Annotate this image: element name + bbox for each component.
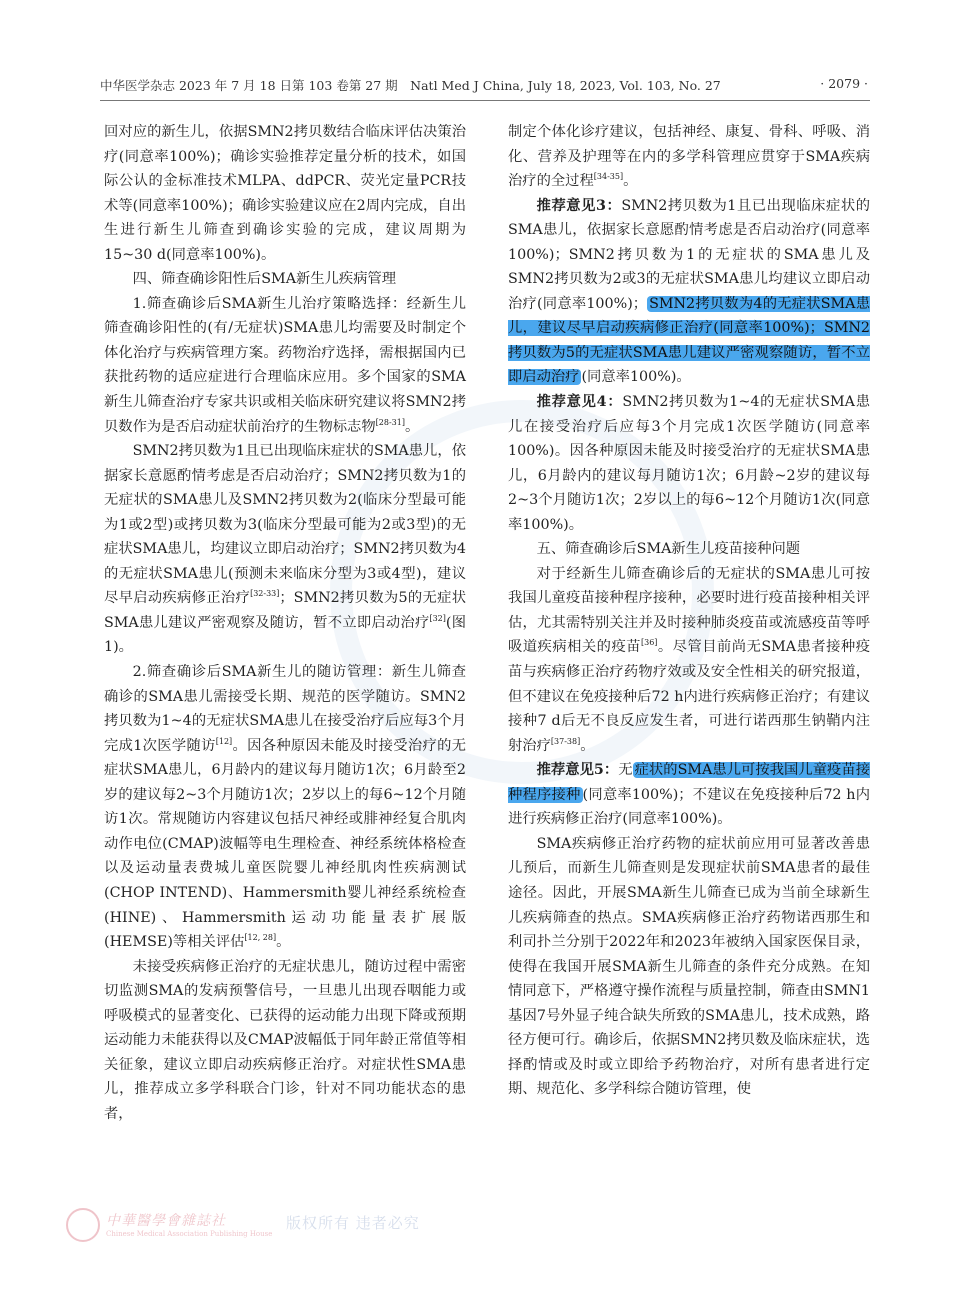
recommendation-label: 推荐意见5： bbox=[536, 762, 619, 779]
right-column bbox=[508, 120, 870, 1102]
citation: [12] bbox=[215, 736, 233, 746]
recommendation-4: 推荐意见4：SMN2拷贝数为1~4的无症状SMA患儿在接受治疗后应每3个月完成1次医学随访(同意率100%)。因各种原因未能及时接受治疗的无症状SMA患儿，6月龄内的建议每月随访1次；6月龄~2岁的建议每2~3个月随访1次；2岁以上的每6~12个月随访1次(同意率100%)。 bbox=[508, 394, 871, 533]
page-number: · 2079 · bbox=[820, 76, 868, 91]
running-header bbox=[100, 76, 870, 100]
citation: [37-38] bbox=[550, 736, 581, 746]
paragraph: 未接受疾病修正治疗的无症状患儿，随访过程中需密切监测SMA的发病预警信号，一旦患儿出现吞咽能力或呼吸模式的显著变化、已获得的运动能力出现下降或预期运动能力未能获得以及CMAP波幅低于同年龄正常值等相关征象，建议立即启动疾病修正治疗。对症状性SMA患儿，推荐成立多学科联合门诊，针对不同功能状态的患者， bbox=[104, 958, 466, 1122]
left-column bbox=[104, 120, 466, 1126]
recommendation-3: 推荐意见3：SMN2拷贝数为1且已出现临床症状的SMA患儿，依据家长意愿酌情考虑是否启动治疗(同意率100%)；SMN2拷贝数为1的无症状的SMA患儿及SMN2拷贝数为2或3的无症状SMA患儿均建议立即启动治疗(同意率100%)； SMN2拷贝数为4的无症状SMA患儿，建议尽早启动疾病修正治疗(同意率100%)；SMN2拷贝数为5的无症状SMA患儿建议严密观察随访，暂不立即启动治疗 (同意率100%)。 bbox=[508, 197, 870, 386]
citation: [32-33] bbox=[250, 589, 280, 599]
section-heading: 四、筛查确诊阳性后SMA新生儿疾病管理 bbox=[132, 271, 397, 288]
highlighted-text: 症状的SMA患儿可按我国儿童疫苗接种程序接种 bbox=[508, 762, 871, 803]
paragraph: 2.筛查确诊后SMA新生儿的随访管理：新生儿筛查确诊的SMA患儿需接受长期、规范的医学随访。SMN2拷贝数为1~4的无症状SMA患儿在接受治疗后应每3个月完成1次医学随访[12]。因各种原因未能及时接受治疗的无症状SMA患儿，6月龄内的建议每月随访1次；6月龄至2岁的建议每2~3个月随访1次；2岁以上的每6~12个月随访1次。常规随访内容建议包括尺神经或腓神经复合肌肉动作电位(CMAP)波幅等电生理检查、神经系统体格检查以及运动量表费城儿童医院婴儿神经肌肉性疾病测试(CHOP INTEND)、Hammersmith婴儿神经系统检查(HINE)、Hammersmith运动功能量表扩展版(HEMSE)等相关评估[12, 28]。 bbox=[104, 664, 466, 951]
publisher-watermark bbox=[66, 1206, 446, 1246]
highlighted-text: SMN2拷贝数为4的无症状SMA患儿，建议尽早启动疾病修正治疗(同意率100%)；SMN2拷贝数为5的无症状SMA患儿建议严密观察随访，暂不立即启动治疗 bbox=[508, 295, 870, 386]
paragraph: 回对应的新生儿，依据SMN2拷贝数结合临床评估决策治疗(同意率100%)；确诊实验推荐定量分析的技术，如国际公认的金标准技术MLPA、ddPCR、荧光定量PCR技术等(同意率100%)；确诊实验建议应在2周内完成，自出生进行新生儿筛查到确诊实验的完成，建议周期为15~30 d(同意率100%)。 bbox=[104, 124, 466, 263]
paragraph: SMA疾病修正治疗药物的症状前应用可显著改善患儿预后，而新生儿筛查则是发现症状前SMA患者的最佳途径。因此，开展SMA新生儿筛查已成为当前全球新生儿疾病筛查的热点。SMA疾病修正治疗药物诺西那生和利司扑兰分别于2022年和2023年被纳入国家医保目录，使得在我国开展SMA新生儿筛查的条件充分成熟。在知情同意下，严格遵守操作流程与质量控制，筛查由SMN1基因7号外显子纯合缺失所致的SMA患儿，技术成熟，路径方便可行。确诊后，依据SMN2拷贝数及临床症状，选择酌情或及时或立即给予药物治疗，对所有患者进行定期、规范化、多学科综合随访管理，使 bbox=[508, 835, 870, 1098]
publisher-name: 中華醫學會雜誌社 bbox=[106, 1213, 226, 1229]
section-heading: 五、筛查确诊后SMA新生儿疫苗接种问题 bbox=[536, 541, 801, 558]
header-divider bbox=[100, 100, 870, 101]
recommendation-label: 推荐意见3： bbox=[536, 197, 622, 214]
paragraph: SMN2拷贝数为1且已出现临床症状的SMA患儿，依据家长意愿酌情考虑是否启动治疗；SMN2拷贝数为1的无症状的SMA患儿及SMN2拷贝数为2(临床分型最可能为1或2型)或拷贝数为3(临床分型最可能为2或3型)的无症状SMA患儿，均建议立即启动治疗；SMN2拷贝数为4的无症状SMA患儿(预测未来临床分型为3或4型)，建议尽早启动疾病修正治疗[32-33]；SMN2拷贝数为5的无症状SMA患儿建议严密观察及随访，暂不立即启动治疗[32](图1)。 bbox=[104, 443, 466, 656]
citation: [28-31] bbox=[375, 417, 405, 427]
copyright-tag: 版权所有 违者必究 bbox=[286, 1214, 420, 1232]
recommendation-5: 推荐意见5：无 症状的SMA患儿可按我国儿童疫苗接种程序接种 (同意率100%)；不建议在免疫接种后72 h内进行疾病修正治疗(同意率100%)。 bbox=[508, 762, 871, 828]
publisher-name-en: Chinese Medical Association Publishing House bbox=[106, 1230, 273, 1238]
journal-citation: 中华医学杂志 2023 年 7 月 18 日第 103 卷第 27 期 Natl Med J China, July 18, 2023, Vol. 103, No. 27 bbox=[100, 78, 721, 93]
citation: [12, 28] bbox=[244, 933, 277, 943]
citation: [34-35] bbox=[593, 172, 624, 182]
paragraph: 1.筛查确诊后SMA新生儿治疗策略选择：经新生儿筛查确诊阳性的(有/无症状)SMA患儿均需要及时制定个体化治疗与疾病管理方案。药物治疗选择，需根据国内已获批药物的适应症进行合理临床应用。多个国家的SMA新生儿筛查治疗专家共识或相关临床研究建议将SMN2拷贝数作为是否启动症状前治疗的生物标志物[28-31]。 bbox=[104, 295, 466, 435]
recommendation-label: 推荐意见4： bbox=[536, 394, 623, 411]
paragraph: 对于经新生儿筛查确诊后的无症状的SMA患儿可按我国儿童疫苗接种程序接种，必要时进行疫苗接种相关评估，尤其需特别关注并及时接种肺炎疫苗或流感疫苗等呼吸道疾病相关的疫苗[36]。尽管目前尚无SMA患者接种疫苗与疾病修正治疗药物疗效或及安全性相关的研究报道，但不建议在免疫接种后72 h内进行疾病修正治疗；有建议接种7 d后无不良反应发生者，可进行诺西那生钠鞘内注射治疗[37-38]。 bbox=[508, 565, 870, 754]
publisher-seal-icon bbox=[66, 1208, 100, 1242]
citation: [32] bbox=[429, 614, 446, 624]
paragraph: 制定个体化诊疗建议，包括神经、康复、骨科、呼吸、消化、营养及护理等在内的多学科管理应贯穿于SMA疾病治疗的全过程[34-35]。 bbox=[508, 124, 870, 190]
citation: [36] bbox=[641, 638, 658, 648]
